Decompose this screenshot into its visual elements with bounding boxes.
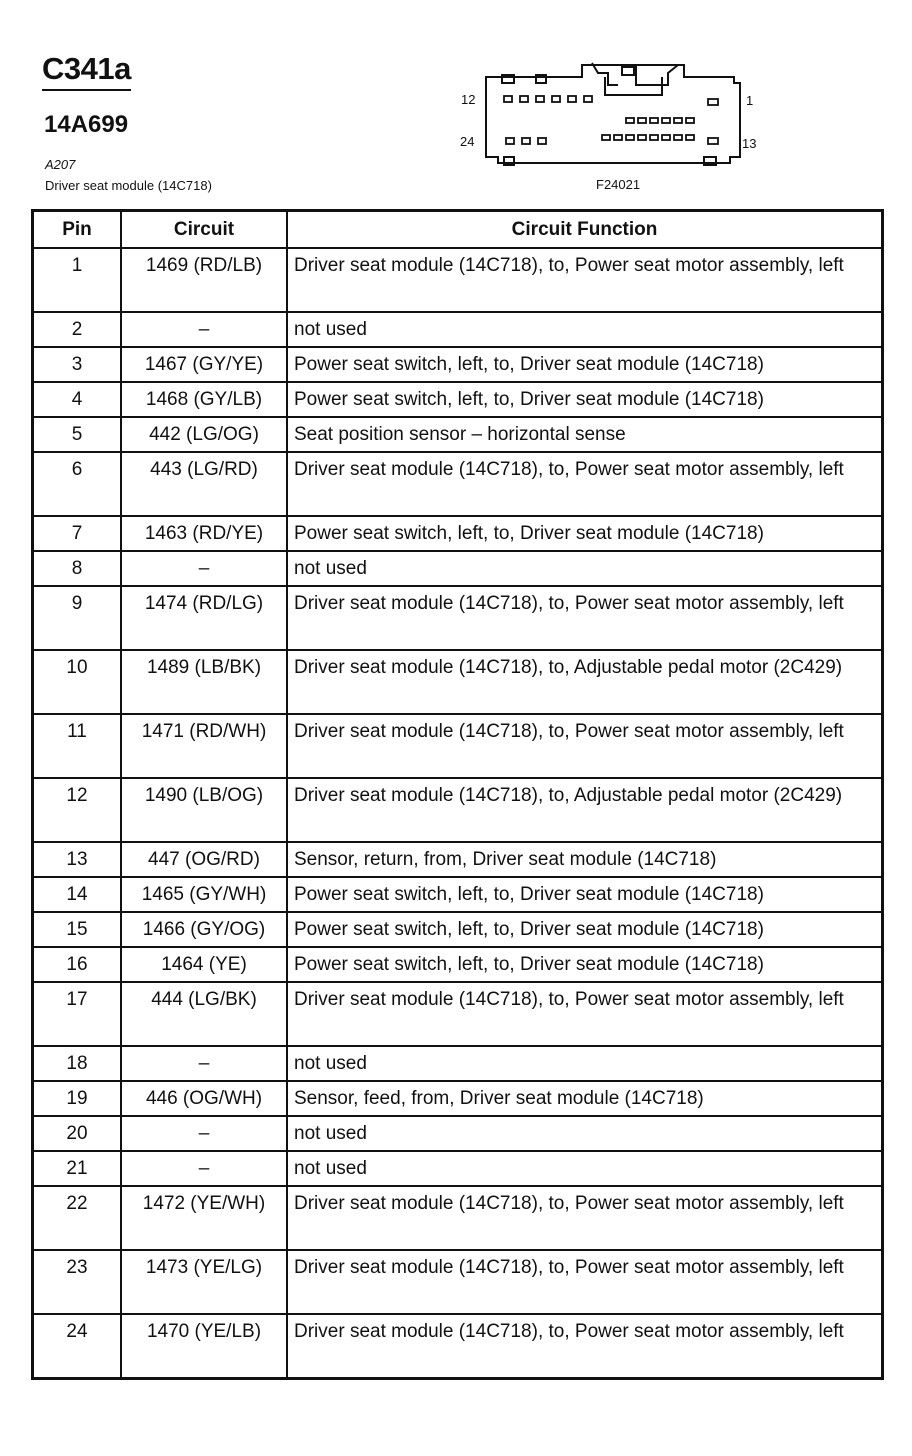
table-row	[33, 312, 883, 347]
circuit-function: Driver seat module (14C718), to, Power seat motor assembly, left	[287, 452, 883, 516]
table-row	[33, 417, 883, 452]
circuit-code: 444 (LG/BK)	[121, 982, 287, 1046]
circuit-function: Driver seat module (14C718), to, Adjustable pedal motor (2C429)	[287, 650, 883, 714]
table-row	[33, 1250, 883, 1314]
circuit-function: Power seat switch, left, to, Driver seat module (14C718)	[287, 382, 883, 417]
circuit-code: 1467 (GY/YE)	[121, 347, 287, 382]
pinout-table	[31, 209, 884, 1380]
pin-number: 11	[33, 714, 122, 778]
circuit-code: 1470 (YE/LB)	[121, 1314, 287, 1379]
circuit-function: Driver seat module (14C718), to, Power seat motor assembly, left	[287, 1314, 883, 1379]
circuit-function: Power seat switch, left, to, Driver seat module (14C718)	[287, 912, 883, 947]
pin-number: 6	[33, 452, 122, 516]
circuit-function: Driver seat module (14C718), to, Power seat motor assembly, left	[287, 982, 883, 1046]
circuit-code: –	[121, 1116, 287, 1151]
module-description: Driver seat module (14C718)	[45, 178, 212, 193]
pin-number: 1	[33, 248, 122, 312]
circuit-code: 1472 (YE/WH)	[121, 1186, 287, 1250]
table-row	[33, 947, 883, 982]
table-row	[33, 842, 883, 877]
table-row	[33, 1186, 883, 1250]
table-row	[33, 778, 883, 842]
circuit-code: 1471 (RD/WH)	[121, 714, 287, 778]
table-row	[33, 516, 883, 551]
pin-number: 4	[33, 382, 122, 417]
circuit-code: 1473 (YE/LG)	[121, 1250, 287, 1314]
table-row	[33, 912, 883, 947]
pin-number: 13	[33, 842, 122, 877]
pin-label-top-left: 12	[461, 92, 476, 107]
circuit-function: Driver seat module (14C718), to, Power seat motor assembly, left	[287, 248, 883, 312]
circuit-code: 1463 (RD/YE)	[121, 516, 287, 551]
circuit-code: –	[121, 1046, 287, 1081]
circuit-function: Driver seat module (14C718), to, Adjustable pedal motor (2C429)	[287, 778, 883, 842]
circuit-function: not used	[287, 312, 883, 347]
pin-number: 12	[33, 778, 122, 842]
table-row	[33, 586, 883, 650]
circuit-code: –	[121, 551, 287, 586]
connector-id: C341a	[42, 52, 131, 91]
circuit-function: not used	[287, 1116, 883, 1151]
circuit-code: 443 (LG/RD)	[121, 452, 287, 516]
circuit-code: 1489 (LB/BK)	[121, 650, 287, 714]
pin-number: 7	[33, 516, 122, 551]
circuit-code: 1474 (RD/LG)	[121, 586, 287, 650]
circuit-code: 446 (OG/WH)	[121, 1081, 287, 1116]
pin-number: 15	[33, 912, 122, 947]
circuit-function: Power seat switch, left, to, Driver seat module (14C718)	[287, 347, 883, 382]
pin-number: 20	[33, 1116, 122, 1151]
circuit-code: 1490 (LB/OG)	[121, 778, 287, 842]
table-row	[33, 1046, 883, 1081]
table-row	[33, 1081, 883, 1116]
circuit-function: Seat position sensor – horizontal sense	[287, 417, 883, 452]
table-row	[33, 347, 883, 382]
table-row	[33, 1116, 883, 1151]
location-code: A207	[45, 157, 76, 172]
pin-number: 8	[33, 551, 122, 586]
circuit-code: 1466 (GY/OG)	[121, 912, 287, 947]
pin-number: 18	[33, 1046, 122, 1081]
pin-number: 9	[33, 586, 122, 650]
circuit-code: 447 (OG/RD)	[121, 842, 287, 877]
circuit-function: not used	[287, 1046, 883, 1081]
pin-number: 24	[33, 1314, 122, 1379]
table-row	[33, 1314, 883, 1379]
circuit-function: not used	[287, 1151, 883, 1186]
header-pin: Pin	[33, 211, 122, 249]
circuit-function: Driver seat module (14C718), to, Power seat motor assembly, left	[287, 586, 883, 650]
circuit-code: 1465 (GY/WH)	[121, 877, 287, 912]
pin-label-top-right: 1	[746, 93, 754, 108]
pin-number: 22	[33, 1186, 122, 1250]
pin-number: 17	[33, 982, 122, 1046]
pin-number: 16	[33, 947, 122, 982]
circuit-code: 1469 (RD/LB)	[121, 248, 287, 312]
table-row	[33, 877, 883, 912]
circuit-code: 442 (LG/OG)	[121, 417, 287, 452]
table-header-row	[33, 211, 883, 249]
table-row	[33, 982, 883, 1046]
pin-label-bottom-right: 13	[742, 136, 757, 151]
pin-label-bottom-left: 24	[460, 134, 475, 149]
pin-number: 10	[33, 650, 122, 714]
circuit-function: Sensor, feed, from, Driver seat module (14C718)	[287, 1081, 883, 1116]
header-circuit-function: Circuit Function	[287, 211, 883, 249]
circuit-function: Power seat switch, left, to, Driver seat module (14C718)	[287, 877, 883, 912]
table-row	[33, 551, 883, 586]
pin-number: 23	[33, 1250, 122, 1314]
circuit-function: not used	[287, 551, 883, 586]
table-row	[33, 1151, 883, 1186]
circuit-code: –	[121, 312, 287, 347]
figure-code: F24021	[596, 177, 641, 192]
pin-number: 19	[33, 1081, 122, 1116]
circuit-function: Sensor, return, from, Driver seat module (14C718)	[287, 842, 883, 877]
circuit-code: –	[121, 1151, 287, 1186]
pin-number: 5	[33, 417, 122, 452]
circuit-function: Driver seat module (14C718), to, Power seat motor assembly, left	[287, 714, 883, 778]
table-row	[33, 382, 883, 417]
table-row	[33, 714, 883, 778]
header-circuit: Circuit	[121, 211, 287, 249]
circuit-function: Driver seat module (14C718), to, Power seat motor assembly, left	[287, 1250, 883, 1314]
circuit-function: Driver seat module (14C718), to, Power seat motor assembly, left	[287, 1186, 883, 1250]
circuit-code: 1464 (YE)	[121, 947, 287, 982]
table-row	[33, 650, 883, 714]
part-number: 14A699	[44, 111, 129, 138]
circuit-function: Power seat switch, left, to, Driver seat module (14C718)	[287, 516, 883, 551]
pin-number: 3	[33, 347, 122, 382]
circuit-code: 1468 (GY/LB)	[121, 382, 287, 417]
table-row	[33, 452, 883, 516]
pin-number: 2	[33, 312, 122, 347]
circuit-function: Power seat switch, left, to, Driver seat module (14C718)	[287, 947, 883, 982]
pin-number: 21	[33, 1151, 122, 1186]
table-row	[33, 248, 883, 312]
pin-number: 14	[33, 877, 122, 912]
